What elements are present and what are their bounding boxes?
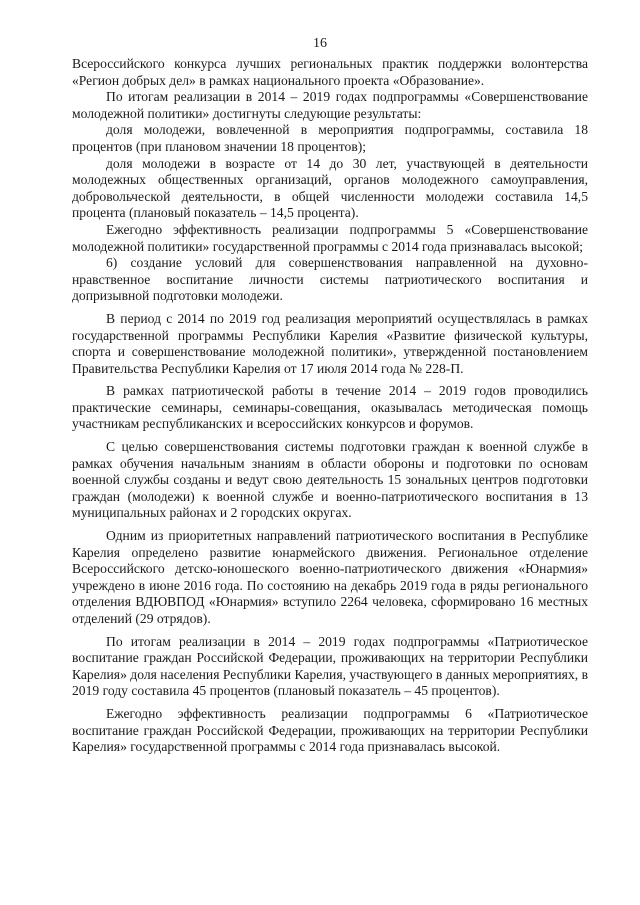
- paragraph-patriotic-results: По итогам реализации в 2014 – 2019 годах подпрограммы «Патриотическое воспитание граждан Российской Федерации, проживающих на территории Республики Карелия» доля населения Республики Карелия, участвующего в данных мероприятиях, в 2019 году составила 45 процентов (плановый показатель – 45 процентов).: [72, 633, 588, 699]
- paragraph-youth-share-organizations: доля молодежи в возрасте от 14 до 30 лет, участвующей в деятельности молодежных общественных организаций, органов молодежного самоуправления, добровольческой деятельности, в общей численности молодежи составила 14,5 процента (плановый показатель – 14,5 процента).: [72, 155, 588, 221]
- paragraph-item-6: 6) создание условий для совершенствования направленной на духовно-нравственное воспитание личности системы патриотического воспитания и допризывной подготовки молодежи.: [72, 255, 588, 304]
- paragraph-subprogram-5-efficiency: Ежегодно эффективность реализации подпрограммы 5 «Совершенствование молодежной политики» государственной программы с 2014 года признавалась высокой;: [72, 221, 588, 254]
- paragraph-period-2014-2019: В период с 2014 по 2019 год реализация мероприятий осуществлялась в рамках государственной программы Республики Карелия «Развитие физической культуры, спорта и совершенствование молодежной политики», утвержденной постановлением Правительства Республики Карелия от 17 июля 2014 года № 228-П.: [72, 310, 588, 376]
- paragraph-intro-continuation: Всероссийского конкурса лучших региональных практик поддержки волонтерства «Регион добрых дел» в рамках национального проекта «Образование».: [72, 56, 588, 88]
- paragraph-military-training: С целью совершенствования системы подготовки граждан к военной службе в рамках обучения начальным знаниям в области обороны и подготовки по основам военной службы созданы и ведут свою деятельность 15 зональных центров подготовки граждан (молодежи) к военной службе и военно-патриотического воспитания в 13 муниципальных районах и 2 городских округах.: [72, 439, 588, 521]
- page-number: 16: [313, 36, 327, 51]
- document-body: [72, 56, 588, 756]
- paragraph-subprogram-6-efficiency: Ежегодно эффективность реализации подпрограммы 6 «Патриотическое воспитание граждан Российской Федерации, проживающих на территории Республики Карелия» государственной программы с 2014 года признавалась высокой.: [72, 705, 588, 755]
- paragraph-youth-policy-results: По итогам реализации в 2014 – 2019 годах подпрограммы «Совершенствование молодежной политики» достигнуты следующие результаты:: [72, 89, 588, 121]
- paragraph-youth-share-involved: доля молодежи, вовлеченной в мероприятия подпрограммы, составила 18 процентов (при плановом значении 18 процентов);: [72, 122, 588, 154]
- paragraph-patriotic-work: В рамках патриотической работы в течение 2014 – 2019 годов проводились практические семинары, семинары-совещания, оказывалась методическая помощь участникам республиканских и всероссийских конкурсов и форумов.: [72, 383, 588, 432]
- paragraph-yunarmiya: Одним из приоритетных направлений патриотического воспитания в Республике Карелия определено развитие юнармейского движения. Региональное отделение Всероссийского детско-юношеского военно-патриотического движения «Юнармия» учреждено в июне 2016 года. По состоянию на декабрь 2019 года в ряды регионального отделения ВДЮВПОД «Юнармия» вступило 2264 человека, сформировано 16 местных отделений (29 отрядов).: [72, 528, 588, 626]
